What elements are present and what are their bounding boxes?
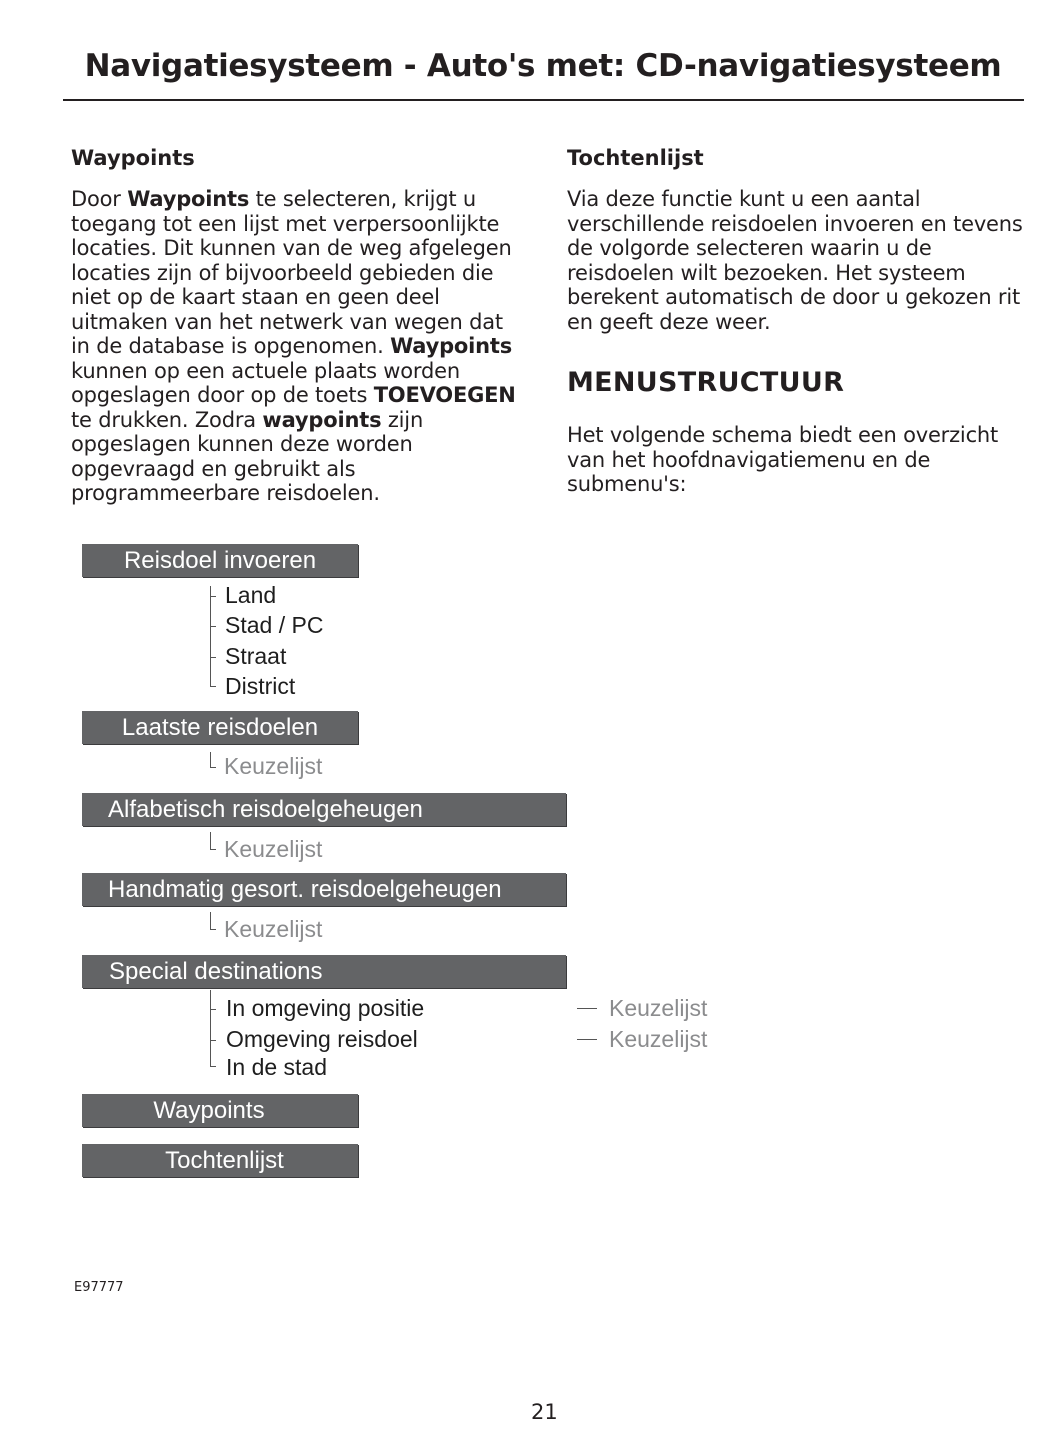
tree-branch — [210, 849, 216, 850]
tree-branch — [210, 767, 216, 768]
submenu-item-keuzelijst: Keuzelijst — [609, 995, 708, 1021]
tree-connector — [210, 990, 211, 1067]
tree-connector — [210, 752, 211, 768]
menu-laatste-reisdoelen: Laatste reisdoelen — [82, 711, 358, 744]
tree-branch — [210, 626, 216, 627]
tree-branch — [210, 1040, 216, 1041]
menustructuur-heading: MENUSTRUCTUUR — [567, 367, 845, 398]
tree-branch — [577, 1039, 597, 1040]
tree-branch — [210, 596, 216, 597]
menu-tochtenlijst: Tochtenlijst — [82, 1144, 358, 1177]
menu-waypoints: Waypoints — [82, 1094, 358, 1127]
waypoints-heading: Waypoints — [71, 146, 195, 170]
submenu-item-in-omgeving-positie: In omgeving positie — [226, 995, 425, 1021]
tree-branch — [210, 1009, 216, 1010]
submenu-item-keuzelijst: Keuzelijst — [224, 753, 323, 779]
submenu-item-keuzelijst: Keuzelijst — [609, 1026, 708, 1052]
title-divider — [63, 99, 1024, 101]
tochtenlijst-paragraph: Via deze functie kunt u een aantal verschillende reisdoelen invoeren en tevens de volgorde selecteren waarin u de reisdoelen wilt bezoeken. Het systeem berekent automatisch de door u gekozen rit en geeft deze weer. — [567, 187, 1023, 334]
menu-reisdoel-invoeren: Reisdoel invoeren — [82, 544, 358, 577]
submenu-item-in-de-stad: In de stad — [226, 1054, 328, 1080]
menu-special-destinations: Special destinations — [82, 955, 566, 988]
submenu-item-land: Land — [225, 582, 277, 608]
menustructuur-paragraph: Het volgende schema biedt een overzicht van het hoofdnavigatiemenu en de submenu's: — [567, 423, 999, 496]
submenu-item-keuzelijst: Keuzelijst — [224, 836, 323, 862]
waypoints-paragraph: Door Waypoints te selecteren, krijgt u toegang tot een lijst met verpersoonlijkte locaties. Dit kunnen van de weg afgelegen locaties zijn of bijvoorbeeld gebieden die niet op de kaart staan en geen deel uitmaken van het netwerk van wegen dat in de database is opgenomen. Waypoints kunnen op een actuele plaats worden opgeslagen door op de toets TOEVOEGEN te drukken. Zodra waypoints zijn opgeslagen kunnen deze worden opgevraagd en gebruikt als programmeerbare reisdoelen. — [71, 187, 516, 505]
page-title: Navigatiesysteem - Auto's met: CD-navigatiesysteem — [84, 48, 1002, 84]
submenu-item-omgeving-reisdoel: Omgeving reisdoel — [226, 1026, 418, 1052]
submenu-item-stad-pc: Stad / PC — [225, 612, 324, 638]
tree-branch — [210, 686, 216, 687]
submenu-item-straat: Straat — [225, 643, 287, 669]
submenu-item-district: District — [225, 673, 296, 699]
tree-branch — [210, 657, 216, 658]
menu-alfabetisch-reisdoelgeheugen: Alfabetisch reisdoelgeheugen — [82, 793, 566, 826]
tree-branch — [210, 929, 216, 930]
menu-handmatig-gesort-reisdoelgeheugen: Handmatig gesort. reisdoelgeheugen — [82, 873, 566, 906]
tochtenlijst-heading: Tochtenlijst — [567, 146, 704, 170]
page-number: 21 — [531, 1400, 558, 1424]
submenu-item-keuzelijst: Keuzelijst — [224, 916, 323, 942]
figure-code: E97777 — [74, 1280, 124, 1295]
tree-connector — [210, 586, 211, 687]
tree-connector — [210, 912, 211, 930]
tree-branch — [577, 1008, 597, 1009]
tree-connector — [210, 832, 211, 850]
tree-branch — [210, 1066, 216, 1067]
